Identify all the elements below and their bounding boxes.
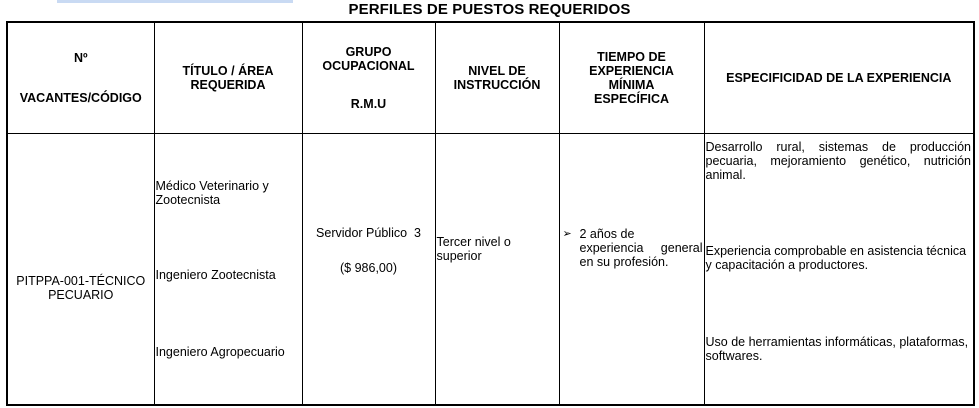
table-row bbox=[7, 133, 974, 405]
header-vacantes-line-1: Nº bbox=[73, 50, 88, 65]
header-grupo-line-3: R.M.U bbox=[350, 96, 387, 111]
arrow-bullet-icon: ➢ bbox=[562, 227, 572, 240]
header-row bbox=[7, 22, 974, 133]
header-grupo-line-1: GRUPO bbox=[345, 44, 392, 59]
especificidad-item: Experiencia comprobable en asistencia técnica y capacitación a productores. bbox=[705, 243, 967, 272]
header-vacantes-line-2: VACANTES/CÓDIGO bbox=[19, 90, 142, 105]
grupo-ocupacional: Servidor Público 3 bbox=[316, 225, 421, 240]
header-tiempo-line-2: EXPERIENCIA bbox=[589, 63, 674, 78]
cell-especificidad bbox=[704, 133, 974, 405]
profiles-table bbox=[6, 21, 975, 406]
header-nivel-line-1: NIVEL DE bbox=[468, 63, 526, 78]
header-titulo-line-2: REQUERIDA bbox=[190, 77, 266, 92]
especificidad-item: Uso de herramientas informáticas, plataformas, softwares. bbox=[705, 334, 969, 363]
titulo-item: Ingeniero Agropecuario bbox=[155, 344, 285, 359]
header-nivel bbox=[435, 22, 559, 133]
vacante-code: PITPPA-001-TÉCNICO PECUARIO bbox=[16, 273, 146, 302]
titulo-item: Ingeniero Zootecnista bbox=[155, 267, 276, 282]
especificidad-item: Desarrollo rural, sistemas de producción pecuaria, mejoramiento genético, nutrición animal. bbox=[705, 139, 971, 182]
cell-nivel bbox=[435, 133, 559, 405]
cell-codigo bbox=[7, 133, 154, 405]
header-tiempo bbox=[559, 22, 704, 133]
cell-grupo bbox=[302, 133, 435, 405]
tiempo-rest: experiencia general en su profesión. bbox=[579, 240, 703, 269]
header-titulo-line-1: TÍTULO / ÁREA bbox=[182, 63, 274, 78]
titulo-item: Médico Veterinario y Zootecnista bbox=[155, 178, 269, 207]
header-tiempo-line-3: MÍNIMA bbox=[608, 77, 655, 92]
header-nivel-line-2: INSTRUCCIÓN bbox=[453, 77, 541, 92]
header-tiempo-line-4: ESPECÍFICA bbox=[593, 91, 669, 106]
nivel-instruccion: Tercer nivel o superior bbox=[436, 234, 511, 263]
header-tiempo-line-1: TIEMPO DE bbox=[597, 49, 666, 64]
tiempo-experiencia bbox=[580, 227, 703, 269]
header-titulo bbox=[154, 22, 302, 133]
header-grupo bbox=[302, 22, 435, 133]
tiempo-first-line: 2 años de bbox=[579, 226, 635, 241]
cell-tiempo bbox=[559, 133, 704, 405]
rmu-value: ($ 986,00) bbox=[340, 260, 397, 275]
header-grupo-line-2: OCUPACIONAL bbox=[322, 58, 415, 73]
page-title: PERFILES DE PUESTOS REQUERIDOS bbox=[348, 1, 631, 18]
header-vacantes bbox=[7, 22, 154, 133]
cell-titulos bbox=[154, 133, 302, 405]
header-especificidad: ESPECIFICIDAD DE LA EXPERIENCIA bbox=[704, 22, 974, 133]
